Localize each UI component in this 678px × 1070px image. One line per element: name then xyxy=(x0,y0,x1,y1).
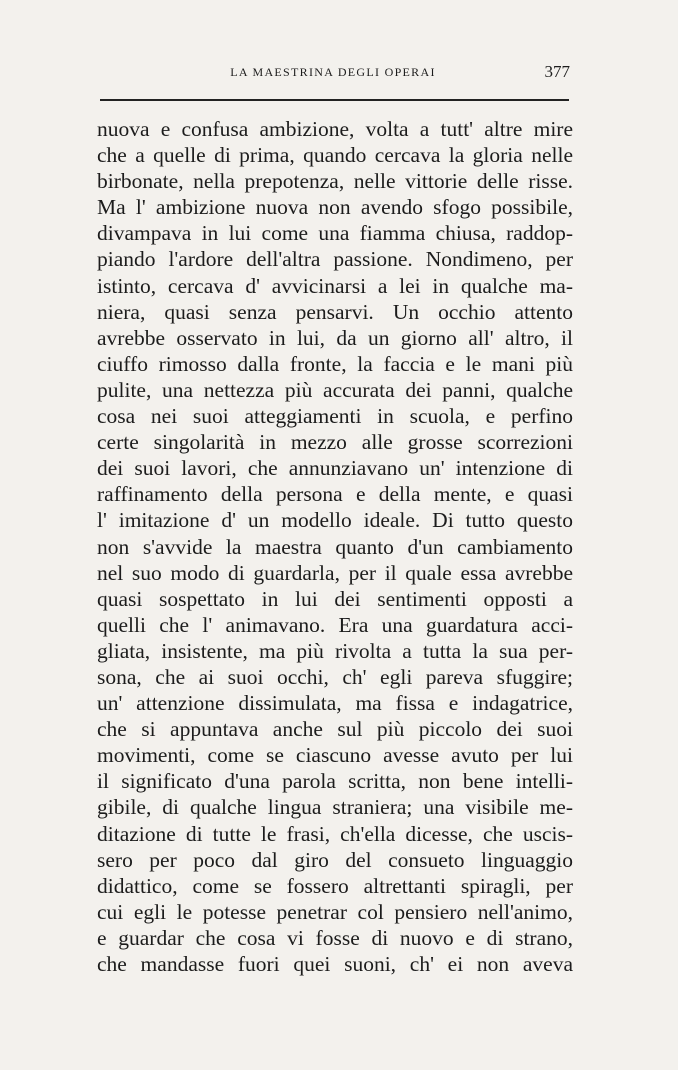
text-line: gibile, di qualche lingua straniera; una visibile me- xyxy=(97,795,573,820)
text-line: non s'avvide la maestra quanto d'un cambiamento xyxy=(97,534,573,559)
text-line: niera, quasi senza pensarvi. Un occhio attento xyxy=(97,299,573,324)
text-line: piando l'ardore dell'altra passione. Nondimeno, per xyxy=(97,247,573,272)
text-line: cosa nei suoi atteggiamenti in scuola, e perfino xyxy=(97,404,573,429)
text-line: pulite, una nettezza più accurata dei panni, qualche xyxy=(97,377,573,402)
text-line: l' imitazione d' un modello ideale. Di tutto questo xyxy=(97,508,573,533)
text-line: che a quelle di prima, quando cercava la gloria nelle xyxy=(97,143,573,168)
text-line: dei suoi lavori, che annunziavano un' intenzione di xyxy=(97,456,573,481)
text-line: certe singolarità in mezzo alle grosse scorrezioni xyxy=(97,430,573,455)
text-line: che mandasse fuori quei suoni, ch' ei non aveva xyxy=(97,952,573,976)
text-line: ciuffo rimosso dalla fronte, la faccia e le mani più xyxy=(97,351,573,376)
running-head xyxy=(96,62,570,84)
text-line: sero per poco dal giro del consueto linguaggio xyxy=(97,847,573,872)
text-line: e guardar che cosa vi fosse di nuovo e di strano, xyxy=(97,925,573,950)
text-line: nel suo modo di guardarla, per il quale essa avrebbe xyxy=(97,560,573,585)
text-line: ditazione di tutte le frasi, ch'ella dicesse, che uscis- xyxy=(97,821,573,846)
text-line: divampava in lui come una fiamma chiusa, raddop- xyxy=(97,221,573,246)
text-line: birbonate, nella prepotenza, nelle vittorie delle risse. xyxy=(97,169,573,194)
text-line: sona, che ai suoi occhi, ch' egli pareva sfuggire; xyxy=(97,664,573,689)
text-line: quasi sospettato in lui dei sentimenti opposti a xyxy=(97,586,573,611)
header-rule xyxy=(100,99,569,101)
text-line: nuova e confusa ambizione, volta a tutt' altre mire xyxy=(97,117,573,141)
page-number: 377 xyxy=(544,62,570,81)
text-line: Ma l' ambizione nuova non avendo sfogo possibile, xyxy=(97,195,573,220)
text-line: che si appuntava anche sul più piccolo dei suoi xyxy=(97,717,573,742)
text-line: istinto, cercava d' avvicinarsi a lei in qualche ma- xyxy=(97,273,573,298)
text-line: il significato d'una parola scritta, non bene intelli- xyxy=(97,769,573,794)
body-text xyxy=(97,116,573,977)
text-line: gliata, insistente, ma più rivolta a tutta la sua per- xyxy=(97,638,573,663)
text-line: quelli che l' animavano. Era una guardatura acci- xyxy=(97,612,573,637)
text-line: didattico, come se fossero altrettanti spiragli, per xyxy=(97,873,573,898)
text-line: cui egli le potesse penetrar col pensiero nell'animo, xyxy=(97,899,573,924)
text-line: un' attenzione dissimulata, ma fissa e indagatrice, xyxy=(97,691,573,716)
text-line: avrebbe osservato in lui, da un giorno all' altro, il xyxy=(97,325,573,350)
running-title: LA MAESTRINA DEGLI OPERAI xyxy=(230,65,436,79)
text-line: raffinamento della persona e della mente, e quasi xyxy=(97,482,573,507)
text-line: movimenti, come se ciascuno avesse avuto per lui xyxy=(97,743,573,768)
